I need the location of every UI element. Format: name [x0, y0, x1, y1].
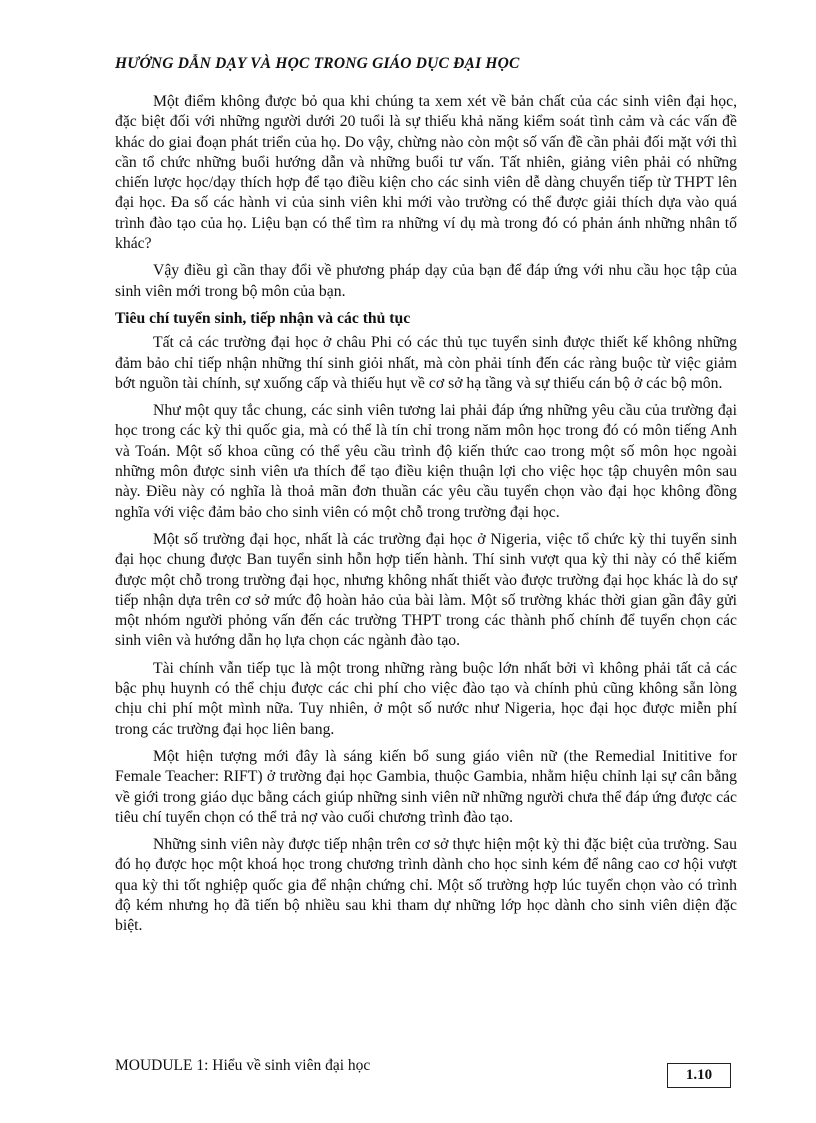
paragraph: Như một quy tắc chung, các sinh viên tương lai phải đáp ứng những yêu cầu của trường đại học trong các kỳ thi quốc gia, mà có thể là tín chỉ trong năm môn học trong đó có môn tiếng Anh và Toán. Một số khoa cũng có thể yêu cầu trình độ kiến thức cao trong một số môn học ngoài những môn được sinh viên ưa thích để tạo điều kiện thuận lợi cho việc học tập chuyên môn sau này. Điều này có nghĩa là thoả mãn đơn thuần các yêu cầu tuyển chọn vào đại học không đồng nghĩa với việc đảm bảo cho sinh viên có một chỗ trong trường đại học. [115, 402, 737, 521]
paragraph: Những sinh viên này được tiếp nhận trên cơ sở thực hiện một kỳ thi đặc biệt của trường. Sau đó họ được học một khoá học trong chương trình dành cho học sinh kém để nâng cao cơ hội vượt qua kỳ thi tốt nghiệp quốc gia để nhận chứng chỉ. Một số trường hợp lúc tuyển chọn vào có trình độ kém nhưng họ đã tiến bộ nhiều sau khi tham dự những lớp học dành cho sinh viên diện đặc biệt. [115, 836, 737, 935]
paragraph: Tất cả các trường đại học ở châu Phi có các thủ tục tuyển sinh được thiết kế không những đảm bảo chỉ tiếp nhận những thí sinh giỏi nhất, mà còn phải tính đến các ràng buộc từ việc giảm bớt nguồn tài chính, sự xuống cấp và thiếu hụt về cơ sở hạ tầng và sự thiếu cán bộ ở các bộ môn. [115, 334, 737, 392]
footer-module-label: MOUDULE 1: Hiểu về sinh viên đại học [115, 1057, 371, 1074]
running-header: HƯỚNG DẪN DẠY VÀ HỌC TRONG GIÁO DỤC ĐẠI HỌC [115, 55, 520, 72]
section-heading: Tiêu chí tuyển sinh, tiếp nhận và các thủ tục [115, 309, 411, 327]
paragraph: Vậy điều gì cần thay đổi về phương pháp dạy của bạn để đáp ứng với nhu cầu học tập của sinh viên mới trong bộ môn của bạn. [115, 262, 737, 300]
paragraph: Một điểm không được bỏ qua khi chúng ta xem xét về bản chất của các sinh viên đại học, đặc biệt đối với những người dưới 20 tuổi là sự thiếu khả năng kiểm soát tình cảm và các vấn đề khác do giai đoạn phát triển của họ. Do vậy, chừng nào còn một số vấn đề cần phải đối mặt với thì cần tổ chức những buổi hướng dẫn và những buổi tư vấn. Tất nhiên, giảng viên phải có những chiến lược học/dạy thích hợp để tạo điều kiện cho các sinh viên dễ dàng chuyển tiếp từ THPT lên đại học. Đa số các hành vi của sinh viên khi mới vào trường có thể được giải thích dựa vào quá trình đào tạo của họ. Liệu bạn có thể tìm ra những ví dụ mà trong đó có phản ánh những nhân tố khác? [115, 93, 737, 253]
paragraph: Một số trường đại học, nhất là các trường đại học ở Nigeria, việc tổ chức kỳ thi tuyển sinh đại học chung được Ban tuyển sinh hỗn hợp tiến hành. Thí sinh vượt qua kỳ thi này có thể kiếm được một chỗ trong trường đại học, nhưng không nhất thiết vào được trường đại học khác là do sự tiếp nhận dựa trên cơ sở mức độ hoàn hảo của bài làm. Một số trường khác thời gian gần đây gửi một nhóm người phỏng vấn đến các trường THPT trong các thành phố chính để tuyển chọn các sinh viên và hướng dẫn họ lựa chọn các ngành đào tạo. [115, 530, 737, 650]
page-body [115, 92, 737, 944]
paragraph: Một hiện tượng mới đây là sáng kiến bổ sung giáo viên nữ (the Remedial Inititive for Female Teacher: RIFT) ở trường đại học Gambia, thuộc Gambia, nhằm hiệu chỉnh lại sự cân bằng về giới trong giáo dục bằng cách giúp những sinh viên nữ những người chưa thể đáp ứng được các tiêu chí tuyển chọn có thể trả nợ vào cuối chương trình đào tạo. [115, 747, 737, 826]
paragraph: Tài chính vẫn tiếp tục là một trong những ràng buộc lớn nhất bởi vì không phải tất cả các bậc phụ huynh có thể chịu được các chi phí cho việc đào tạo và chính phủ cũng không sẵn lòng chịu chi phí một mình nữa. Tuy nhiên, ở một số nước như Nigeria, học đại học được miễn phí trong các trường đại học liên bang. [115, 659, 737, 738]
page-number-box [667, 1063, 731, 1088]
page-number: 1.10 [685, 1067, 713, 1083]
